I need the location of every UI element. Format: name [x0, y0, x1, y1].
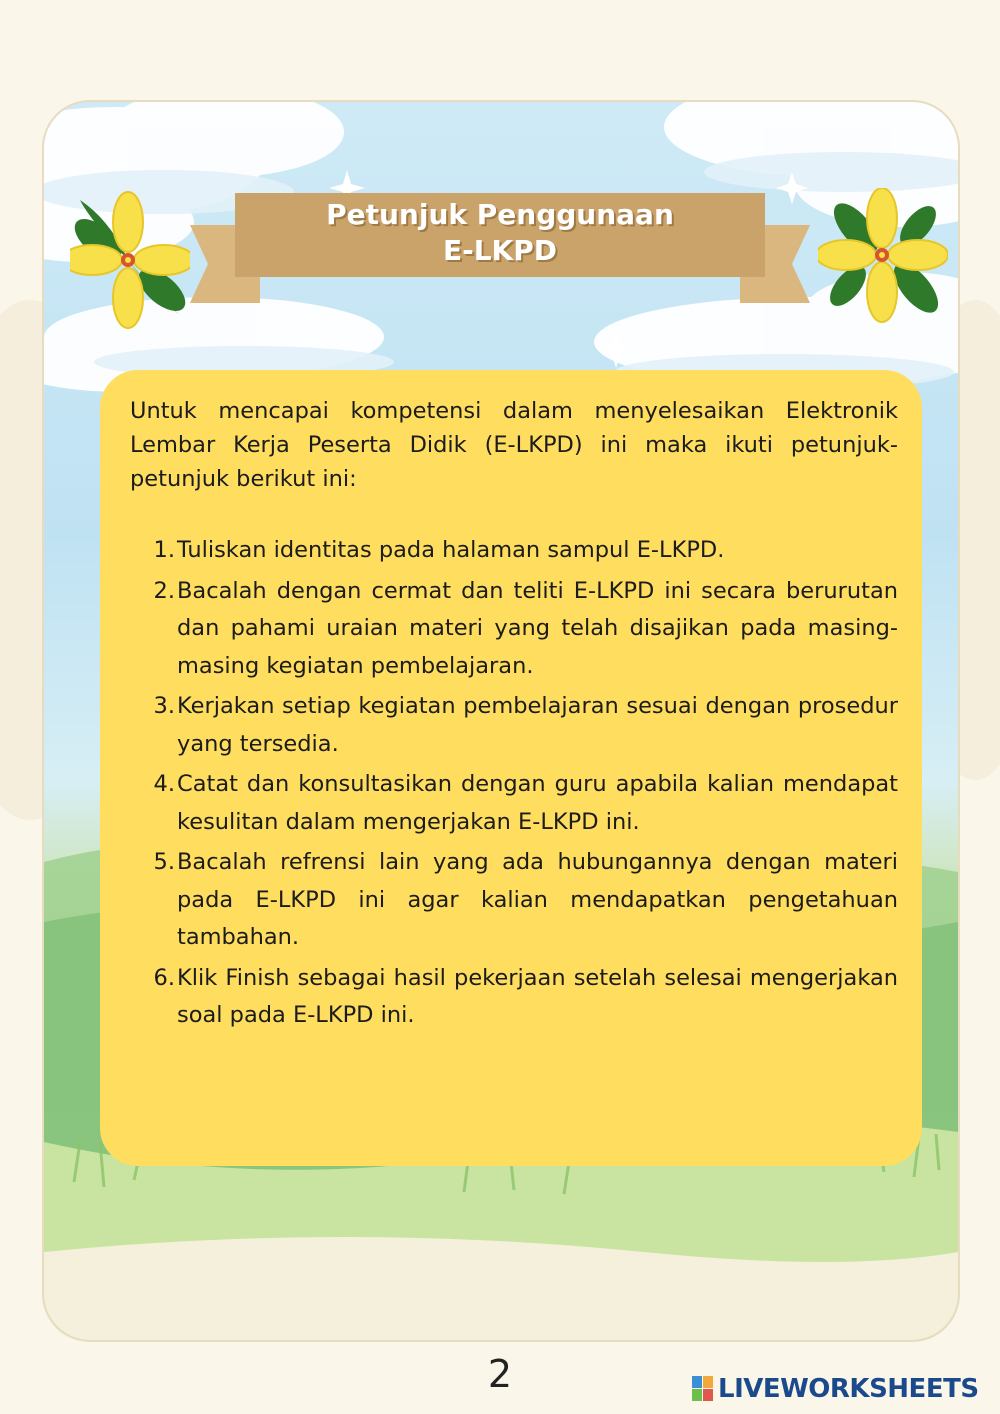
title-line-1: Petunjuk Penggunaan — [326, 198, 674, 231]
step-text: Tuliskan identitas pada halaman sampul E-LKPD. — [177, 537, 725, 563]
list-item — [150, 844, 898, 957]
page-title — [235, 197, 765, 269]
list-item — [150, 960, 898, 1035]
watermark-text: LIVEWORKSHEETS — [718, 1374, 979, 1404]
liveworksheets-watermark[interactable] — [692, 1372, 992, 1406]
step-text: Klik Finish sebagai hasil pekerjaan setelah selesai mengerjakan soal pada E-LKPD ini. — [177, 964, 898, 1028]
list-item — [150, 688, 898, 763]
liveworksheets-logo-icon — [692, 1376, 714, 1402]
step-number: 5. — [153, 849, 175, 875]
step-number: 6. — [153, 964, 175, 991]
step-text: Catat dan konsultasikan dengan guru apabila kalian mendapat kesulitan dalam mengerjakan E-LKPD ini. — [177, 771, 898, 835]
step-number: 3. — [153, 693, 175, 719]
title-line-2: E-LKPD — [442, 234, 558, 267]
step-number: 1. — [153, 537, 175, 563]
intro-text: Untuk mencapai kompetensi dalam menyelesaikan Elektronik Lembar Kerja Peserta Didik (E-LKPD) ini maka ikuti petunjuk-petunjuk berikut ini: — [130, 398, 898, 492]
list-item — [150, 532, 898, 570]
step-number: 2. — [153, 577, 175, 604]
list-item — [150, 573, 898, 686]
title-banner — [190, 185, 810, 310]
flower-right-icon — [818, 188, 948, 323]
steps-list — [150, 532, 898, 1038]
step-text: Bacalah dengan cermat dan teliti E-LKPD ini secara berurutan dan pahami uraian materi yang telah disajikan pada masing-masing kegiatan pembelajaran. — [177, 577, 898, 679]
step-number: 4. — [153, 771, 175, 797]
page-number: 2 — [487, 1352, 513, 1396]
step-text: Bacalah refrensi lain yang ada hubungannya dengan materi pada E-LKPD ini agar kalian mendapatkan pengetahuan tambahan. — [177, 849, 898, 950]
instruction-box — [100, 370, 922, 1166]
flower-left-icon — [70, 190, 190, 330]
list-item — [150, 766, 898, 841]
step-text: Kerjakan setiap kegiatan pembelajaran sesuai dengan prosedur yang tersedia. — [177, 693, 898, 757]
